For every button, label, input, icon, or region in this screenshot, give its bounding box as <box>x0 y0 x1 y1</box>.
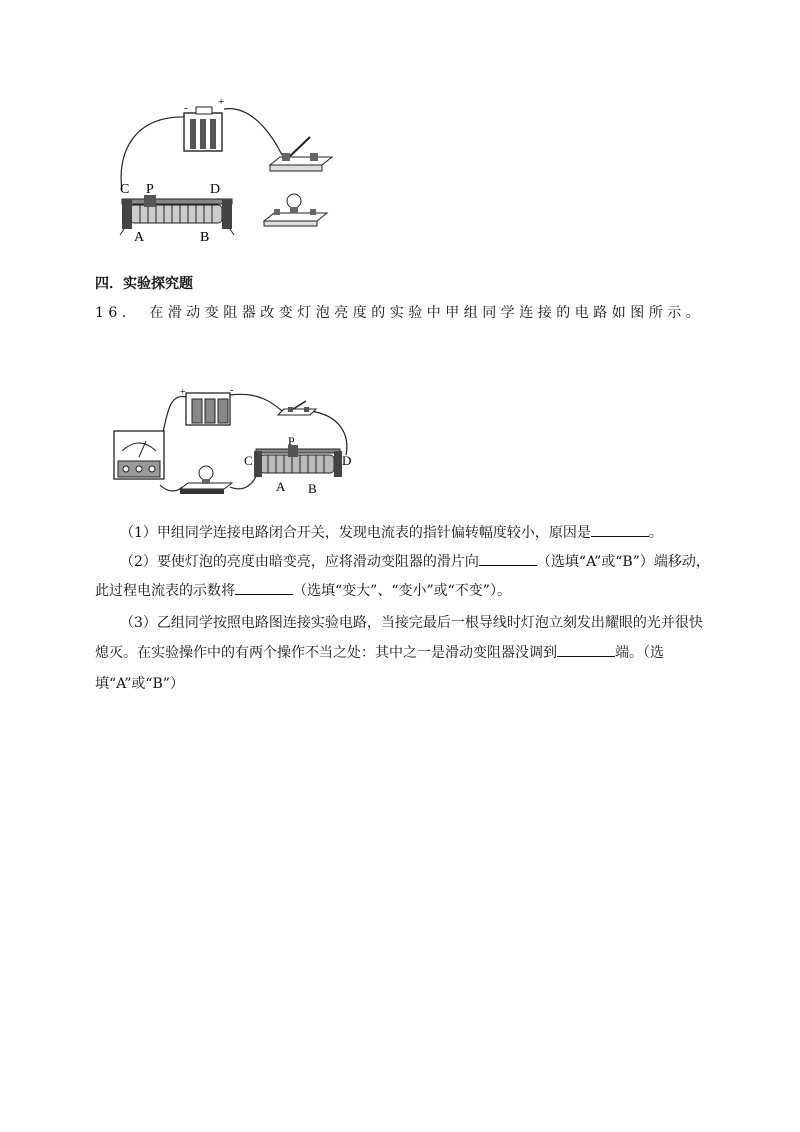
part-3-text: （3）乙组同学按照电路图连接实验电路，当接完最后一根导线时灯泡立刻发出耀眼的光并很快 <box>120 615 703 631</box>
rheostat-label-b: B <box>308 481 317 496</box>
battery-minus-label: - <box>184 102 188 114</box>
rheostat-label-c: C <box>244 453 253 468</box>
answer-blank-4[interactable] <box>557 642 615 657</box>
part-3-text-cont: 熄灭。在实验操作中的有两个操作不当之处：其中之一是滑动变阻器没调到 <box>95 645 557 661</box>
question-16-part-3 <box>120 612 703 632</box>
question-16-part-1 <box>120 522 663 542</box>
part-2-text: （2）要使灯泡的亮度由暗变亮，应将滑动变阻器的滑片向 <box>120 554 479 570</box>
part-1-text: （1）甲组同学连接电路闭合开关，发现电流表的指针偏转幅度较小，原因是 <box>120 525 591 541</box>
rheostat-label-d: D <box>210 182 221 197</box>
part-2-hint-2: （选填“变大”、“变小”或“不变”）。 <box>293 583 511 599</box>
part-2-text-cont: 此过程电流表的示数将 <box>95 583 235 599</box>
part-3-hint-end: 填“A”或“B”） <box>95 676 184 692</box>
ammeter-icon <box>114 431 164 479</box>
rheostat-label-a: A <box>134 230 145 245</box>
battery-plus-label: + <box>218 96 225 108</box>
question-16-part-3-end <box>95 673 184 693</box>
battery-minus-label: - <box>230 385 234 396</box>
circuit-figure-2 <box>110 385 360 497</box>
battery-plus-label: + <box>180 387 186 398</box>
question-16-part-2-cont <box>95 580 511 600</box>
battery-icon <box>184 107 222 151</box>
question-16-part-2 <box>120 551 710 571</box>
rheostat-icon <box>254 445 342 477</box>
part-3-hint: 端。（选 <box>615 645 664 661</box>
answer-blank-3[interactable] <box>235 580 293 595</box>
rheostat-label-a: A <box>276 479 286 494</box>
question-16-part-3-cont <box>95 642 664 662</box>
question-16-stem: 16． 在滑动变阻器改变灯泡亮度的实验中甲组同学连接的电路如图所示。 <box>95 305 705 321</box>
rheostat-icon <box>120 195 234 235</box>
switch-icon <box>278 401 316 415</box>
rheostat-label-b: B <box>200 230 210 245</box>
answer-blank-2[interactable] <box>479 551 537 566</box>
part-1-end: 。 <box>648 525 663 541</box>
answer-blank-1[interactable] <box>591 522 649 537</box>
section-title: 四．实验探究题 <box>95 276 193 292</box>
circuit-figure-1 <box>112 95 342 245</box>
rheostat-label-d: D <box>342 453 352 468</box>
switch-icon <box>270 137 332 171</box>
rheostat-label-p: P <box>146 182 154 197</box>
rheostat-label-p: P <box>288 434 295 448</box>
battery-icon <box>186 393 230 425</box>
bulb-icon <box>264 194 327 226</box>
part-2-hint: （选填“A”或“B”）端移动， <box>536 554 710 570</box>
rheostat-label-c: C <box>120 182 130 197</box>
bulb-icon <box>180 466 232 494</box>
